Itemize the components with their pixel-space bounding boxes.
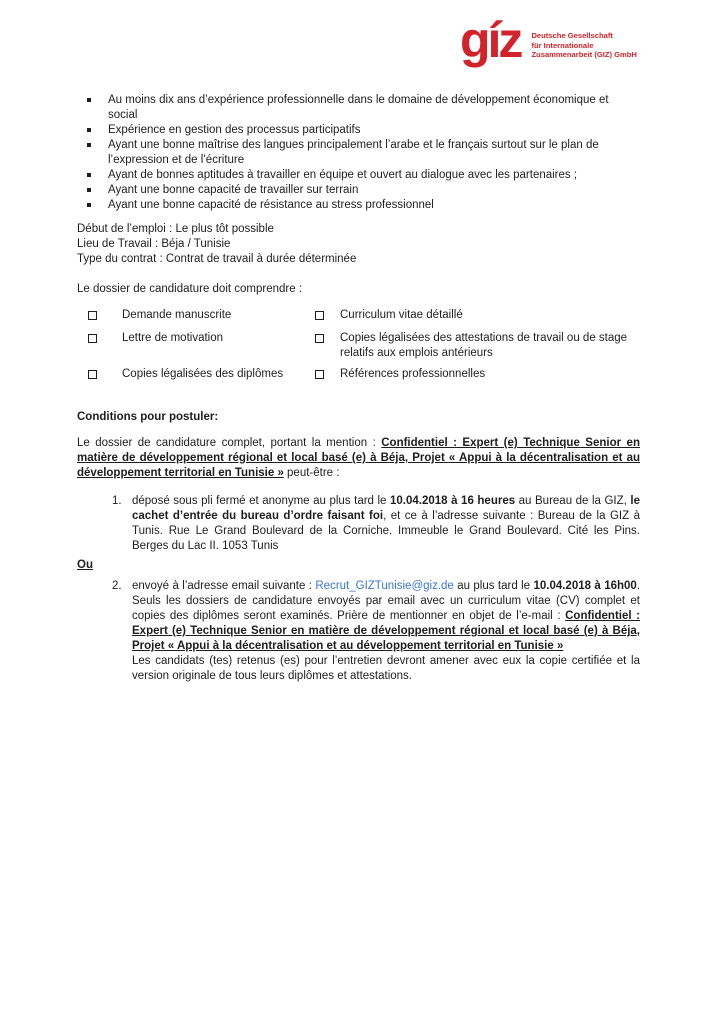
checklist-item-text: Références professionnelles (340, 368, 486, 380)
option-1-text: au Bureau de la GIZ, (515, 495, 631, 507)
option-1-deposit (77, 494, 640, 554)
checklist-item-text: Demande manuscrite (122, 309, 232, 321)
requirement-item (77, 138, 640, 168)
giz-tagline-line: Deutsche Gesellschaft (531, 31, 613, 40)
checklist-item-text: Copies légalisées des diplômes (122, 368, 284, 380)
job-info-line: Lieu de Travail : Béja / Tunisie (77, 238, 231, 250)
bullet-square-icon (87, 173, 91, 177)
checkbox-icon (315, 311, 324, 320)
conditions-text: Le dossier de candidature complet, portant la mention : (77, 437, 382, 449)
checklist-row (88, 331, 640, 361)
option-2-text: envoyé à l’adresse email suivante : (132, 580, 316, 592)
dossier-checklist (77, 308, 640, 384)
giz-tagline-line: für Internationale (531, 40, 594, 50)
giz-tagline-line: Zusammenarbeit (GIZ) GmbH (531, 50, 637, 59)
job-info (77, 222, 640, 267)
checklist-item-text: Copies légalisées des attestations de travail ou de stage relatifs aux emplois antérieurs (340, 332, 628, 359)
checklist-item-text: Lettre de motivation (122, 332, 224, 344)
list-number: 1. (112, 495, 122, 507)
requirement-item (77, 168, 640, 183)
requirement-text: Ayant une bonne capacité de résistance au stress professionnel (108, 199, 434, 211)
deadline-date: 10.04.2018 à 16 heures (390, 495, 516, 507)
giz-logo (460, 12, 637, 68)
deadline-date: 10.04.2018 à 16h00 (533, 580, 637, 592)
checkbox-icon (88, 334, 97, 343)
bullet-square-icon (87, 98, 91, 102)
conditions-text: peut-être : (283, 467, 340, 479)
requirements-list (77, 93, 640, 213)
requirement-text: Ayant une bonne capacité de travailler sur terrain (108, 184, 359, 196)
checklist-row (88, 367, 640, 384)
checkbox-icon (315, 370, 324, 379)
option-1-text: , et ce à l’adresse suivante : Bureau de la GIZ à Tunis. Rue Le Grand Boulevard de la Corniche. Immeuble le Grand Boulevard. Cité les Pins. Berges du Lac II. 1053 Tunis (132, 510, 640, 552)
conditions-heading: Conditions pour postuler: (77, 411, 219, 423)
requirement-text: Ayant de bonnes aptitudes à travailler en équipe et ouvert au dialogue avec les partenaires ; (108, 169, 578, 181)
interview-note: Les candidats (tes) retenus (es) pour l’entretien devront amener avec eux la copie certifiée et la version originale de tous leurs diplômes et attestations. (132, 655, 640, 682)
confidential-mention: Confidentiel : Expert (e) Technique Senior en matière de développement régional et local basé (e) à Béja, Projet « Appui à la décentralisation et au développement territorial en Tunisie » (77, 437, 640, 479)
bullet-square-icon (87, 128, 91, 132)
job-info-line: Début de l’emploi : Le plus tôt possible (77, 223, 274, 235)
requirement-item (77, 183, 640, 198)
bullet-square-icon (87, 143, 91, 147)
requirement-item (77, 123, 640, 138)
option-2-text: . Seuls les dossiers de candidature envoyés par email avec un curriculum vitae (CV) complet et copies des diplômes seront examinés. Prière de mentionner en objet de l’e-mail : (132, 580, 641, 622)
checkbox-icon (88, 311, 97, 320)
dossier-intro: Le dossier de candidature doit comprendre : (77, 283, 303, 295)
checklist-row (88, 308, 640, 325)
list-number: 2. (112, 580, 122, 592)
requirement-text: Expérience en gestion des processus participatifs (108, 124, 361, 136)
option-2-email (77, 579, 640, 684)
requirement-item (77, 93, 640, 123)
stamp-notice: le cachet d’entrée du bureau d’ordre faisant foi (132, 495, 640, 522)
bullet-square-icon (87, 188, 91, 192)
confidential-mention: Confidentiel : Expert (e) Technique Senior en matière de développement régional et local basé (e) à Béja, Projet « Appui à la décentralisation et au développement territorial en Tunisie » (132, 610, 640, 652)
job-info-line: Type du contrat : Contrat de travail à durée déterminée (77, 253, 357, 265)
requirement-text: Au moins dix ans d’expérience professionnelle dans le domaine de développement économique et social (108, 94, 609, 121)
option-2-text: au plus tard le (453, 580, 534, 592)
or-separator: Ou (77, 559, 93, 571)
giz-wordmark-icon: gíz (460, 12, 521, 68)
option-1-text: déposé sous pli fermé et anonyme au plus tard le (132, 495, 390, 507)
requirement-text: Ayant une bonne maîtrise des langues principalement l’arabe et le français surtout sur le plan de l’expression et de l’écriture (108, 139, 599, 166)
checkbox-icon (88, 370, 97, 379)
bullet-square-icon (87, 203, 91, 207)
checklist-item-text: Curriculum vitae détaillé (340, 309, 463, 321)
email-link[interactable]: Recrut_GIZTunisie@giz.de (315, 580, 454, 592)
document-body (77, 93, 640, 688)
giz-tagline (531, 31, 636, 60)
conditions-paragraph (77, 436, 640, 481)
checkbox-icon (315, 334, 324, 343)
requirement-item (77, 198, 640, 213)
